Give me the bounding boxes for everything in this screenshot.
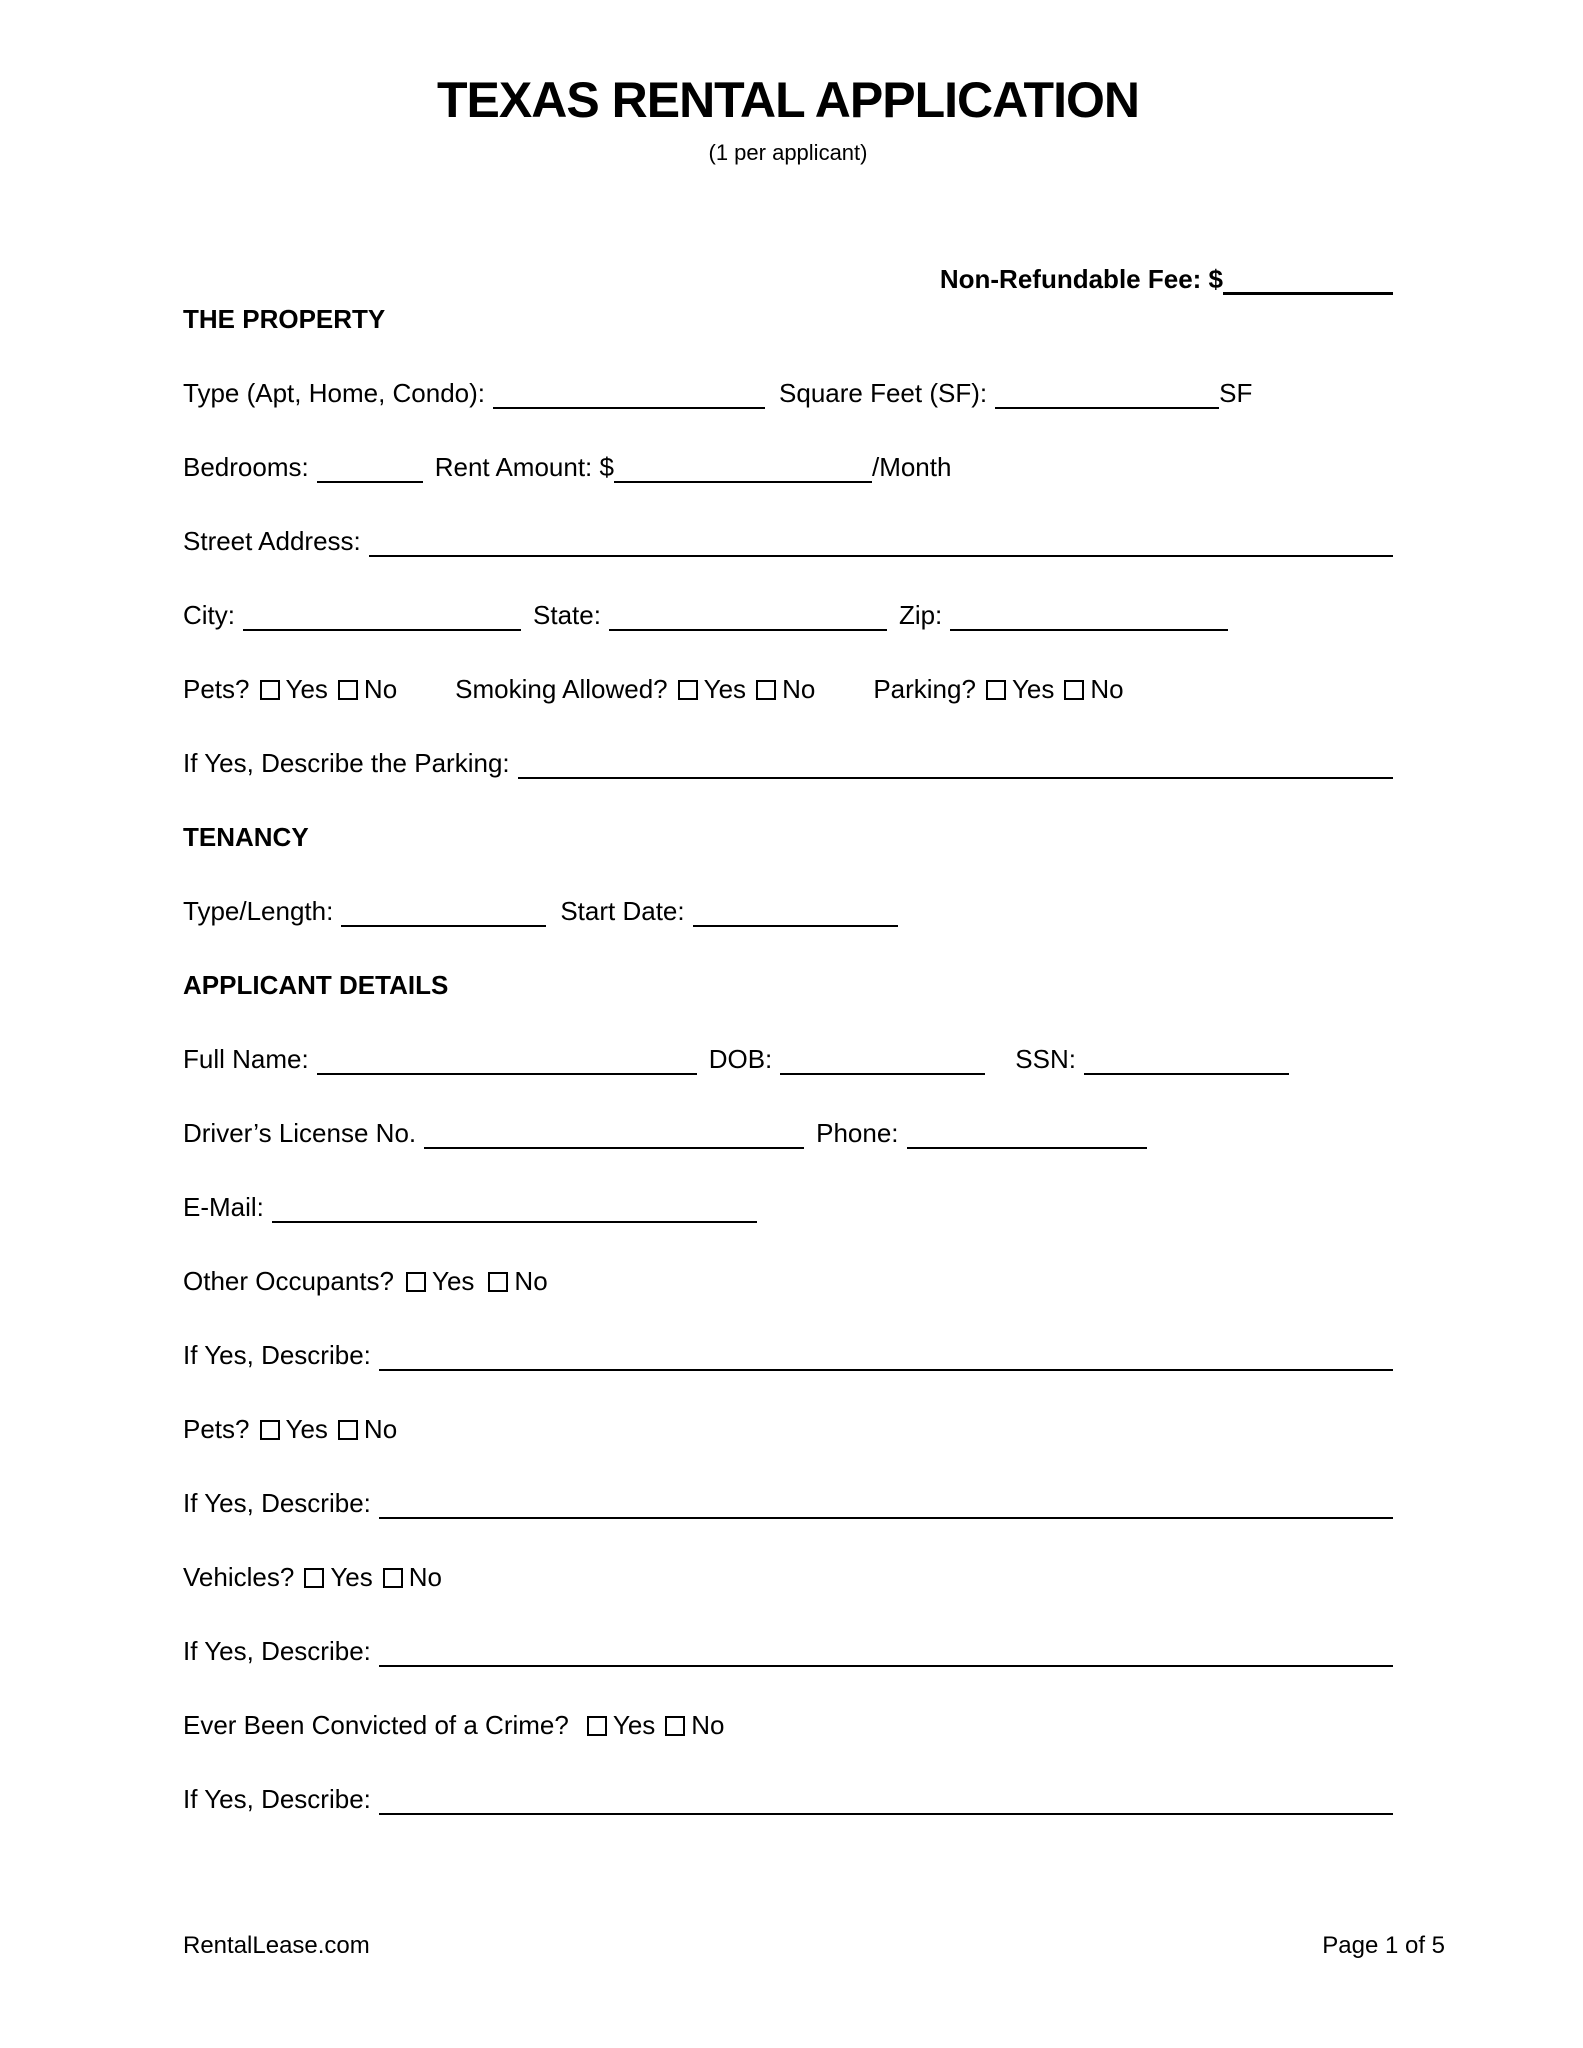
pets-description-blank[interactable]	[379, 1487, 1393, 1519]
field-label: No	[514, 1266, 548, 1296]
field-label: No	[363, 1414, 398, 1444]
city-state-zip-row	[183, 599, 1393, 631]
page-footer	[183, 1932, 1445, 1960]
parking-no-checkbox[interactable]	[1064, 680, 1084, 700]
field-label: Full Name:	[183, 1044, 309, 1074]
property-type-blank[interactable]	[493, 377, 765, 409]
field-label: DOB:	[708, 1044, 773, 1074]
tenancy-heading: TENANCY	[183, 822, 309, 852]
field-label: No	[782, 674, 816, 704]
crime-no-checkbox[interactable]	[665, 1716, 685, 1736]
field-label: Yes	[703, 674, 747, 704]
applicant-pets-no-checkbox[interactable]	[338, 1420, 358, 1440]
non-refundable-fee-blank[interactable]	[1223, 264, 1393, 295]
field-label: If Yes, Describe:	[183, 1784, 371, 1814]
full-name-blank[interactable]	[317, 1043, 697, 1075]
page-subtitle: (1 per applicant)	[708, 140, 868, 165]
field-label: SF	[1219, 378, 1253, 408]
the-property-heading: THE PROPERTY	[183, 304, 386, 334]
phone-blank[interactable]	[907, 1117, 1147, 1149]
vehicles-description-blank[interactable]	[379, 1635, 1393, 1667]
field-label: Pets?	[183, 674, 250, 704]
bedrooms-rent-row	[183, 451, 1393, 483]
field-label: Ever Been Convicted of a Crime?	[183, 1710, 569, 1740]
applicant-pets-yes-checkbox[interactable]	[260, 1420, 280, 1440]
field-label: Other Occupants?	[183, 1266, 394, 1296]
bedrooms-blank[interactable]	[317, 451, 423, 483]
zip-blank[interactable]	[950, 599, 1228, 631]
pets-row	[183, 1413, 1393, 1445]
field-label: No	[408, 1562, 442, 1592]
email-row	[183, 1191, 1393, 1223]
city-blank[interactable]	[243, 599, 521, 631]
field-label: Rent Amount: $	[434, 452, 614, 482]
field-label: State:	[533, 600, 601, 630]
drivers-license-row	[183, 1117, 1393, 1149]
field-label: /Month	[871, 452, 952, 482]
tenancy-type-row	[183, 895, 1393, 927]
field-label: Driver’s License No.	[183, 1118, 417, 1148]
property-pets-no-checkbox[interactable]	[338, 680, 358, 700]
field-label: No	[363, 674, 398, 704]
dob-blank[interactable]	[780, 1043, 985, 1075]
other-occupants-yes-checkbox[interactable]	[406, 1272, 426, 1292]
field-label: Vehicles?	[183, 1562, 295, 1592]
field-label: If Yes, Describe the Parking:	[183, 748, 510, 778]
field-label: If Yes, Describe:	[183, 1488, 371, 1518]
field-label: Yes	[285, 1414, 328, 1444]
drivers-license-blank[interactable]	[424, 1117, 804, 1149]
other-occupants-row	[183, 1265, 1393, 1297]
field-label: Parking?	[873, 674, 976, 704]
property-pets-yes-checkbox[interactable]	[260, 680, 280, 700]
non-refundable-fee-row	[183, 263, 1393, 295]
email-blank[interactable]	[272, 1191, 757, 1223]
occupants-description-blank[interactable]	[379, 1339, 1393, 1371]
field-label: Phone:	[816, 1118, 899, 1148]
crime-describe-row	[183, 1783, 1393, 1815]
smoking-yes-checkbox[interactable]	[678, 680, 698, 700]
start-date-blank[interactable]	[693, 895, 898, 927]
vehicles-yes-checkbox[interactable]	[304, 1568, 324, 1588]
non-refundable-fee-label: Non-Refundable Fee: $	[939, 264, 1223, 294]
field-label: Street Address:	[183, 526, 361, 556]
form-sections	[183, 303, 1393, 1815]
field-label: Yes	[330, 1562, 373, 1592]
field-label: Bedrooms:	[183, 452, 309, 482]
field-label: City:	[183, 600, 235, 630]
field-label: If Yes, Describe:	[183, 1636, 371, 1666]
field-label: E-Mail:	[183, 1192, 264, 1222]
field-label: Square Feet (SF):	[779, 378, 988, 408]
pets-smoking-parking-row	[183, 673, 1393, 705]
rent-amount-blank[interactable]	[614, 451, 872, 483]
footer-page-number: Page 1 of 5	[1322, 1932, 1445, 1959]
state-blank[interactable]	[609, 599, 887, 631]
field-label: Type/Length:	[183, 896, 334, 926]
crime-yes-checkbox[interactable]	[587, 1716, 607, 1736]
field-label: Start Date:	[560, 896, 685, 926]
form-content	[183, 0, 1393, 1815]
parking-description-blank[interactable]	[518, 747, 1393, 779]
property-type-row	[183, 377, 1393, 409]
field-label: SSN:	[1015, 1044, 1076, 1074]
field-label: Type (Apt, Home, Condo):	[183, 378, 486, 408]
field-label: Zip:	[898, 600, 943, 630]
footer-site-name: RentalLease.com	[183, 1932, 370, 1959]
field-label: Yes	[285, 674, 328, 704]
vehicles-no-checkbox[interactable]	[383, 1568, 403, 1588]
field-label: Yes	[432, 1266, 475, 1296]
field-label: Pets?	[183, 1414, 250, 1444]
vehicles-describe-row	[183, 1635, 1393, 1667]
smoking-no-checkbox[interactable]	[756, 680, 776, 700]
occupants-describe-row	[183, 1339, 1393, 1371]
vehicles-row	[183, 1561, 1393, 1593]
full-name-row	[183, 1043, 1393, 1075]
square-feet-blank[interactable]	[995, 377, 1219, 409]
street-address-row	[183, 525, 1393, 557]
page-title: TEXAS RENTAL APPLICATION	[437, 72, 1139, 128]
field-label: Smoking Allowed?	[455, 674, 668, 704]
parking-yes-checkbox[interactable]	[986, 680, 1006, 700]
street-address-blank[interactable]	[369, 525, 1393, 557]
field-label: If Yes, Describe:	[183, 1340, 371, 1370]
crime-description-blank[interactable]	[379, 1783, 1393, 1815]
ssn-blank[interactable]	[1084, 1043, 1289, 1075]
applicant-details-heading: APPLICANT DETAILS	[183, 970, 449, 1000]
pets-describe-row	[183, 1487, 1393, 1519]
parking-describe-row	[183, 747, 1393, 779]
other-occupants-no-checkbox[interactable]	[488, 1272, 508, 1292]
field-label: Yes	[612, 1710, 656, 1740]
tenancy-type-length-blank[interactable]	[341, 895, 546, 927]
field-label: No	[1090, 674, 1124, 704]
field-label: Yes	[1011, 674, 1055, 704]
crime-row	[183, 1709, 1393, 1741]
field-label: No	[691, 1710, 725, 1740]
